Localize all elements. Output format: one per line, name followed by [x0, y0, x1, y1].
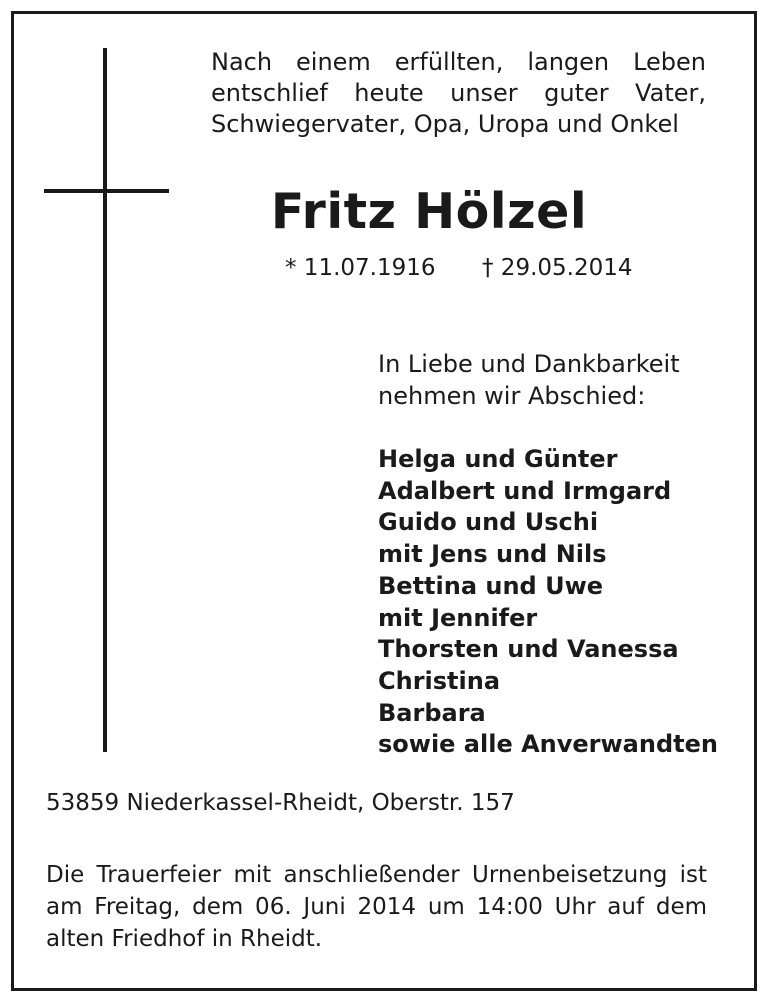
intro-line: entschlief heute unser guter Vater,: [211, 79, 706, 107]
intro-line: Nach einem erfüllten, langen Leben: [211, 48, 706, 76]
service-line: am Freitag, dem 06. Juni 2014 um 14:00 Uhr auf dem: [46, 894, 707, 920]
cross-vertical-bar: [103, 48, 107, 752]
intro-text: [211, 47, 706, 140]
family-list: [378, 444, 718, 761]
farewell-text: [378, 348, 680, 412]
family-member: Barbara: [378, 698, 486, 727]
service-line: Die Trauerfeier mit anschließender Urnenbeisetzung ist: [46, 862, 707, 888]
intro-line: Schwiegervater, Opa, Uropa und Onkel: [211, 110, 679, 138]
address: 53859 Niederkassel-Rheidt, Oberstr. 157: [46, 790, 515, 816]
farewell-line: In Liebe und Dankbarkeit: [378, 350, 680, 378]
family-member: sowie alle Anverwandten: [378, 730, 718, 759]
family-member: mit Jennifer: [378, 603, 538, 632]
family-member: Helga und Günter: [378, 445, 618, 473]
family-member: Thorsten und Vanessa: [378, 635, 679, 664]
birth-date: * 11.07.1916: [285, 255, 436, 281]
family-member: Bettina und Uwe: [378, 571, 604, 600]
farewell-line: nehmen wir Abschied:: [378, 382, 646, 410]
family-member: Guido und Uschi: [378, 508, 599, 537]
deceased-name: Fritz Hölzel: [270, 183, 588, 240]
service-info: [46, 859, 707, 955]
service-line: alten Friedhof in Rheidt.: [46, 926, 323, 952]
family-member: Adalbert und Irmgard: [378, 476, 672, 505]
family-member: Christina: [378, 666, 501, 695]
family-member: mit Jens und Nils: [378, 540, 607, 569]
death-date: † 29.05.2014: [482, 255, 633, 281]
